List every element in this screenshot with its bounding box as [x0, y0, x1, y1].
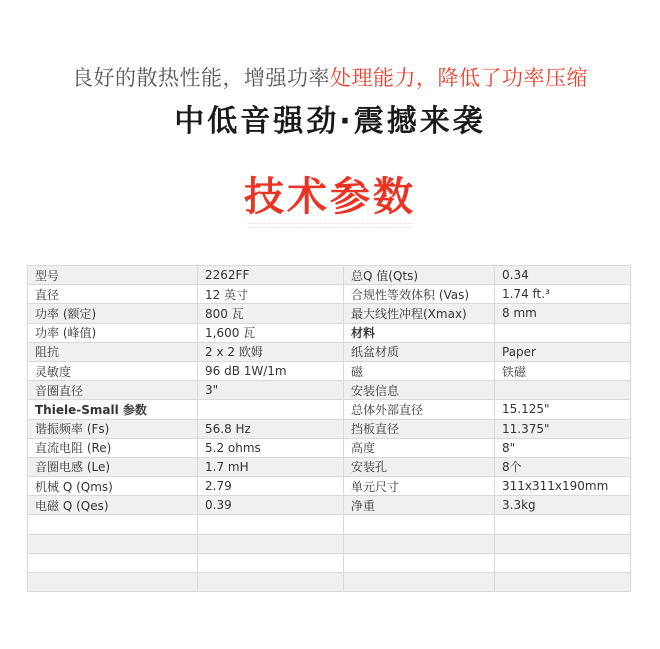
spec-label-cell: 安装孔	[344, 457, 495, 476]
spec-label-cell	[28, 553, 198, 572]
spec-label-cell: 挡板直径	[344, 419, 495, 438]
spec-value-cell: 0.34	[495, 266, 631, 285]
spec-value-cell: 8 mm	[495, 304, 631, 323]
spec-value-cell: 5.2 ohms	[198, 438, 344, 457]
table-row	[28, 323, 631, 342]
spec-label-cell	[28, 515, 198, 534]
spec-value-cell: 2.79	[198, 477, 344, 496]
spec-value-cell: Paper	[495, 342, 631, 361]
table-row	[28, 285, 631, 304]
spec-value-cell: 1,600 瓦	[198, 323, 344, 342]
spec-value-cell: 0.39	[198, 496, 344, 515]
tagline	[0, 62, 660, 92]
spec-label-cell	[344, 553, 495, 572]
spec-label-cell	[28, 534, 198, 553]
spec-label-cell: Thiele-Small 参数	[28, 400, 198, 419]
spec-value-cell: 800 瓦	[198, 304, 344, 323]
table-row	[28, 534, 631, 553]
spec-value-cell: 铁磁	[495, 361, 631, 380]
spec-value-cell	[198, 534, 344, 553]
spec-value-cell	[495, 323, 631, 342]
spec-label-cell: 阻抗	[28, 342, 198, 361]
table-row	[28, 553, 631, 572]
table-row	[28, 361, 631, 380]
spec-label-cell: 最大线性冲程(Xmax)	[344, 304, 495, 323]
spec-value-cell	[495, 553, 631, 572]
spec-value-cell: 2 x 2 欧姆	[198, 342, 344, 361]
table-row	[28, 457, 631, 476]
spec-label-cell: 灵敏度	[28, 361, 198, 380]
spec-value-cell: 8个	[495, 457, 631, 476]
spec-label-cell: 磁	[344, 361, 495, 380]
table-row	[28, 304, 631, 323]
spec-label-cell	[28, 573, 198, 592]
spec-value-cell: 8"	[495, 438, 631, 457]
spec-label-cell	[344, 515, 495, 534]
tagline-part-2: 处理能力，降低了功率压缩	[330, 66, 588, 90]
table-row	[28, 266, 631, 285]
spec-value-cell	[495, 515, 631, 534]
spec-label-cell: 功率 (峰值)	[28, 323, 198, 342]
table-row	[28, 515, 631, 534]
spec-value-cell: 12 英寸	[198, 285, 344, 304]
spec-label-cell: 音圈直径	[28, 381, 198, 400]
spec-label-cell: 直径	[28, 285, 198, 304]
spec-value-cell	[198, 573, 344, 592]
spec-label-cell	[344, 573, 495, 592]
spec-label-cell: 功率 (额定)	[28, 304, 198, 323]
table-row	[28, 381, 631, 400]
slogan: 中低音强劲·震撼来袭	[174, 104, 486, 139]
table-row	[28, 496, 631, 515]
spec-value-cell	[198, 553, 344, 572]
table-row	[28, 419, 631, 438]
decorative-fine-print: ·································································································································· ··································································································································	[247, 222, 413, 230]
table-row	[28, 438, 631, 457]
spec-value-cell	[495, 381, 631, 400]
spec-label-cell: 单元尺寸	[344, 477, 495, 496]
spec-label-cell: 总体外部直径	[344, 400, 495, 419]
spec-label-cell: 总Q 值(Qts)	[344, 266, 495, 285]
spec-table	[27, 265, 631, 592]
spec-table-body	[28, 266, 631, 592]
spec-label-cell: 直流电阻 (Re)	[28, 438, 198, 457]
spec-value-cell: 96 dB 1W/1m	[198, 361, 344, 380]
spec-value-cell: 1.74 ft.³	[495, 285, 631, 304]
spec-value-cell: 311x311x190mm	[495, 477, 631, 496]
tagline-part-1: 良好的散热性能，增强功率	[72, 66, 330, 90]
spec-value-cell: 3.3kg	[495, 496, 631, 515]
spec-value-cell	[495, 534, 631, 553]
spec-label-cell: 音圈电感 (Le)	[28, 457, 198, 476]
table-row	[28, 400, 631, 419]
spec-value-cell: 56.8 Hz	[198, 419, 344, 438]
table-row	[28, 573, 631, 592]
spec-label-cell	[344, 534, 495, 553]
spec-label-cell: 电磁 Q (Qes)	[28, 496, 198, 515]
spec-value-cell: 1.7 mH	[198, 457, 344, 476]
spec-label-cell: 高度	[344, 438, 495, 457]
section-title: 技术参数	[244, 174, 416, 220]
table-row	[28, 342, 631, 361]
spec-label-cell: 谐振频率 (Fs)	[28, 419, 198, 438]
spec-value-cell: 11.375"	[495, 419, 631, 438]
spec-value-cell: 15.125"	[495, 400, 631, 419]
spec-value-cell: 2262FF	[198, 266, 344, 285]
spec-label-cell: 型号	[28, 266, 198, 285]
spec-label-cell: 材料	[344, 323, 495, 342]
table-row	[28, 477, 631, 496]
spec-value-cell: 3"	[198, 381, 344, 400]
spec-label-cell: 机械 Q (Qms)	[28, 477, 198, 496]
spec-value-cell	[198, 400, 344, 419]
spec-label-cell: 净重	[344, 496, 495, 515]
spec-value-cell	[198, 515, 344, 534]
spec-label-cell: 纸盆材质	[344, 342, 495, 361]
spec-value-cell	[495, 573, 631, 592]
spec-label-cell: 安装信息	[344, 381, 495, 400]
spec-label-cell: 合规性等效体积 (Vas)	[344, 285, 495, 304]
